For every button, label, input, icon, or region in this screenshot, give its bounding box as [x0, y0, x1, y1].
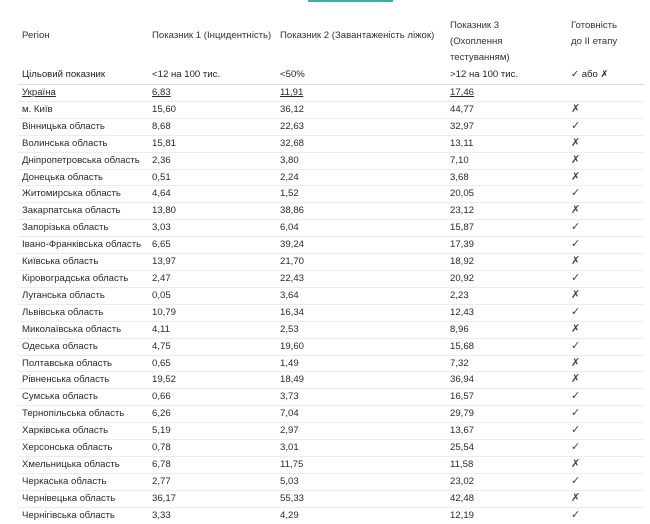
indicator-1-cell: 2,36: [148, 152, 276, 169]
target-ind3: >12 на 100 тис.: [450, 69, 519, 80]
indicator-3-cell: 20,92: [446, 270, 567, 287]
table-row: [18, 118, 644, 135]
readiness-mark: ✓: [567, 406, 644, 423]
readiness-mark: ✗: [567, 287, 644, 304]
table-row: [18, 440, 644, 457]
table-row: [18, 186, 644, 203]
table-row: [18, 456, 644, 473]
indicator-1-cell: 0,51: [148, 169, 276, 186]
indicator-1-cell: 4,64: [148, 186, 276, 203]
readiness-mark: ✓: [567, 473, 644, 490]
indicator-1-cell: 5,19: [148, 423, 276, 440]
indicator-3-cell: 32,97: [446, 118, 567, 135]
indicator-3-cell: 7,10: [446, 152, 567, 169]
table-row: [18, 169, 644, 186]
indicator-3-cell: 13,67: [446, 423, 567, 440]
indicator-3-cell: 25,54: [446, 440, 567, 457]
indicator-1-cell: 13,80: [148, 203, 276, 220]
ukraine-ind2: 11,91: [276, 85, 446, 102]
indicator-3-cell: 12,19: [446, 507, 567, 523]
indicator-2-cell: 4,29: [276, 507, 446, 523]
region-cell: Одеська область: [18, 338, 148, 355]
ukraine-ind3: 17,46: [446, 85, 567, 102]
table-row: [18, 304, 644, 321]
indicator-3-cell: 23,02: [446, 473, 567, 490]
indicator-2-cell: 39,24: [276, 237, 446, 254]
indicator-1-cell: 6,78: [148, 456, 276, 473]
readiness-mark: ✓: [567, 304, 644, 321]
readiness-mark: ✗: [567, 254, 644, 271]
indicator-3-cell: 20,05: [446, 186, 567, 203]
target-ready: ✓ або ✗: [571, 69, 609, 80]
indicator-1-cell: 15,81: [148, 135, 276, 152]
indicator-2-cell: 3,73: [276, 389, 446, 406]
indicator-3-cell: 15,68: [446, 338, 567, 355]
indicator-3-cell: 16,57: [446, 389, 567, 406]
region-cell: Миколаївська область: [18, 321, 148, 338]
target-label: Цільовий показник: [22, 69, 106, 80]
indicator-3-cell: 15,87: [446, 220, 567, 237]
readiness-mark: ✓: [567, 186, 644, 203]
indicator-1-cell: 3,03: [148, 220, 276, 237]
region-cell: Закарпатська область: [18, 203, 148, 220]
indicator-1-cell: 6,65: [148, 237, 276, 254]
indicator-1-cell: 8,68: [148, 118, 276, 135]
indicator-3-cell: 12,43: [446, 304, 567, 321]
readiness-mark: ✓: [567, 237, 644, 254]
indicator-2-cell: 21,70: [276, 254, 446, 271]
indicator-2-cell: 11,75: [276, 456, 446, 473]
region-cell: Тернопільська область: [18, 406, 148, 423]
table-header-row: [18, 14, 644, 66]
region-cell: Черкаська область: [18, 473, 148, 490]
target-ind1: <12 на 100 тис.: [152, 69, 221, 80]
indicator-2-cell: 55,33: [276, 490, 446, 507]
readiness-mark: ✓: [567, 440, 644, 457]
indicator-1-cell: 4,75: [148, 338, 276, 355]
indicator-2-cell: 2,97: [276, 423, 446, 440]
indicator-3-cell: 29,79: [446, 406, 567, 423]
indicator-1-cell: 19,52: [148, 372, 276, 389]
header-region: Регіон: [22, 30, 50, 41]
indicator-1-cell: 6,26: [148, 406, 276, 423]
indicator-1-cell: 2,47: [148, 270, 276, 287]
table-row: [18, 237, 644, 254]
table-row: [18, 203, 644, 220]
region-cell: Полтавська область: [18, 355, 148, 372]
readiness-mark: ✓: [567, 507, 644, 523]
readiness-mark: ✗: [567, 372, 644, 389]
indicator-1-cell: 0,78: [148, 440, 276, 457]
table-row: [18, 101, 644, 118]
region-cell: Волинська область: [18, 135, 148, 152]
ukraine-region: Україна: [18, 85, 148, 102]
header-indicator-2: Показник 2 (Завантаженість ліжок): [280, 30, 435, 41]
indicator-3-cell: 13,11: [446, 135, 567, 152]
readiness-mark: ✗: [567, 355, 644, 372]
readiness-mark: ✓: [567, 423, 644, 440]
table-row: [18, 355, 644, 372]
readiness-mark: ✗: [567, 135, 644, 152]
ukraine-row: [18, 85, 644, 102]
regions-table: [18, 14, 644, 524]
indicator-3-cell: 36,94: [446, 372, 567, 389]
indicator-3-cell: 44,77: [446, 101, 567, 118]
indicator-2-cell: 5,03: [276, 473, 446, 490]
table-row: [18, 321, 644, 338]
header-readiness: Готовність до ІІ етапу: [571, 20, 618, 47]
target-ind2: <50%: [280, 69, 305, 80]
table-row: [18, 490, 644, 507]
table-row: [18, 287, 644, 304]
readiness-mark: ✗: [567, 321, 644, 338]
table-row: [18, 152, 644, 169]
indicator-2-cell: 32,68: [276, 135, 446, 152]
indicator-3-cell: 2,23: [446, 287, 567, 304]
region-cell: Запорізька область: [18, 220, 148, 237]
region-cell: Кіровоградська область: [18, 270, 148, 287]
target-row: [18, 66, 644, 85]
readiness-mark: ✓: [567, 270, 644, 287]
header-indicator-3: Показник 3 (Охоплення тестуванням): [450, 20, 510, 63]
indicator-3-cell: 3,68: [446, 169, 567, 186]
readiness-mark: ✗: [567, 203, 644, 220]
indicator-2-cell: 1,52: [276, 186, 446, 203]
indicator-1-cell: 36,17: [148, 490, 276, 507]
readiness-mark: ✗: [567, 456, 644, 473]
indicator-3-cell: 17,39: [446, 237, 567, 254]
active-tab-indicator: [308, 0, 393, 2]
indicator-3-cell: 7,32: [446, 355, 567, 372]
region-cell: м. Київ: [18, 101, 148, 118]
table-row: [18, 338, 644, 355]
indicator-2-cell: 18,49: [276, 372, 446, 389]
indicator-2-cell: 2,24: [276, 169, 446, 186]
indicator-1-cell: 2,77: [148, 473, 276, 490]
indicator-1-cell: 3,33: [148, 507, 276, 523]
indicator-2-cell: 22,43: [276, 270, 446, 287]
indicator-1-cell: 10,79: [148, 304, 276, 321]
indicator-2-cell: 19,60: [276, 338, 446, 355]
table-row: [18, 270, 644, 287]
readiness-mark: ✗: [567, 152, 644, 169]
indicator-2-cell: 36,12: [276, 101, 446, 118]
indicator-3-cell: 18,92: [446, 254, 567, 271]
indicator-1-cell: 0,65: [148, 355, 276, 372]
region-cell: Херсонська область: [18, 440, 148, 457]
region-cell: Львівська область: [18, 304, 148, 321]
table-row: [18, 372, 644, 389]
region-cell: Київська область: [18, 254, 148, 271]
region-cell: Хмельницька область: [18, 456, 148, 473]
region-cell: Луганська область: [18, 287, 148, 304]
indicator-2-cell: 3,64: [276, 287, 446, 304]
indicator-3-cell: 42,48: [446, 490, 567, 507]
table-row: [18, 254, 644, 271]
indicator-1-cell: 13,97: [148, 254, 276, 271]
table-row: [18, 220, 644, 237]
header-indicator-1: Показник 1 (Інцидентність): [152, 30, 272, 41]
table-row: [18, 423, 644, 440]
region-cell: Дніпропетровська область: [18, 152, 148, 169]
readiness-mark: ✗: [567, 169, 644, 186]
indicator-2-cell: 2,53: [276, 321, 446, 338]
readiness-mark: ✓: [567, 220, 644, 237]
indicator-2-cell: 7,04: [276, 406, 446, 423]
table-row: [18, 406, 644, 423]
region-cell: Житомирська область: [18, 186, 148, 203]
table-row: [18, 507, 644, 523]
readiness-mark: ✗: [567, 101, 644, 118]
indicator-2-cell: 6,04: [276, 220, 446, 237]
region-cell: Харківська область: [18, 423, 148, 440]
readiness-mark: ✗: [567, 490, 644, 507]
indicator-3-cell: 8,96: [446, 321, 567, 338]
region-cell: Сумська область: [18, 389, 148, 406]
ukraine-ind1: 6,83: [148, 85, 276, 102]
indicator-2-cell: 16,34: [276, 304, 446, 321]
indicator-2-cell: 1,49: [276, 355, 446, 372]
table-row: [18, 473, 644, 490]
region-cell: Івано-Франківська область: [18, 237, 148, 254]
table-row: [18, 389, 644, 406]
indicator-2-cell: 3,01: [276, 440, 446, 457]
indicator-2-cell: 38,86: [276, 203, 446, 220]
region-cell: Чернігівська область: [18, 507, 148, 523]
indicator-1-cell: 15,60: [148, 101, 276, 118]
indicator-1-cell: 4,11: [148, 321, 276, 338]
indicator-2-cell: 22,63: [276, 118, 446, 135]
readiness-mark: ✓: [567, 389, 644, 406]
indicator-2-cell: 3,80: [276, 152, 446, 169]
ukraine-ready: [567, 85, 644, 102]
indicator-1-cell: 0,05: [148, 287, 276, 304]
indicator-3-cell: 23,12: [446, 203, 567, 220]
region-cell: Вінницька область: [18, 118, 148, 135]
table-row: [18, 135, 644, 152]
region-cell: Рівненська область: [18, 372, 148, 389]
readiness-mark: ✓: [567, 118, 644, 135]
readiness-mark: ✓: [567, 338, 644, 355]
region-cell: Донецька область: [18, 169, 148, 186]
indicator-3-cell: 11,58: [446, 456, 567, 473]
region-cell: Чернівецька область: [18, 490, 148, 507]
indicator-1-cell: 0,66: [148, 389, 276, 406]
